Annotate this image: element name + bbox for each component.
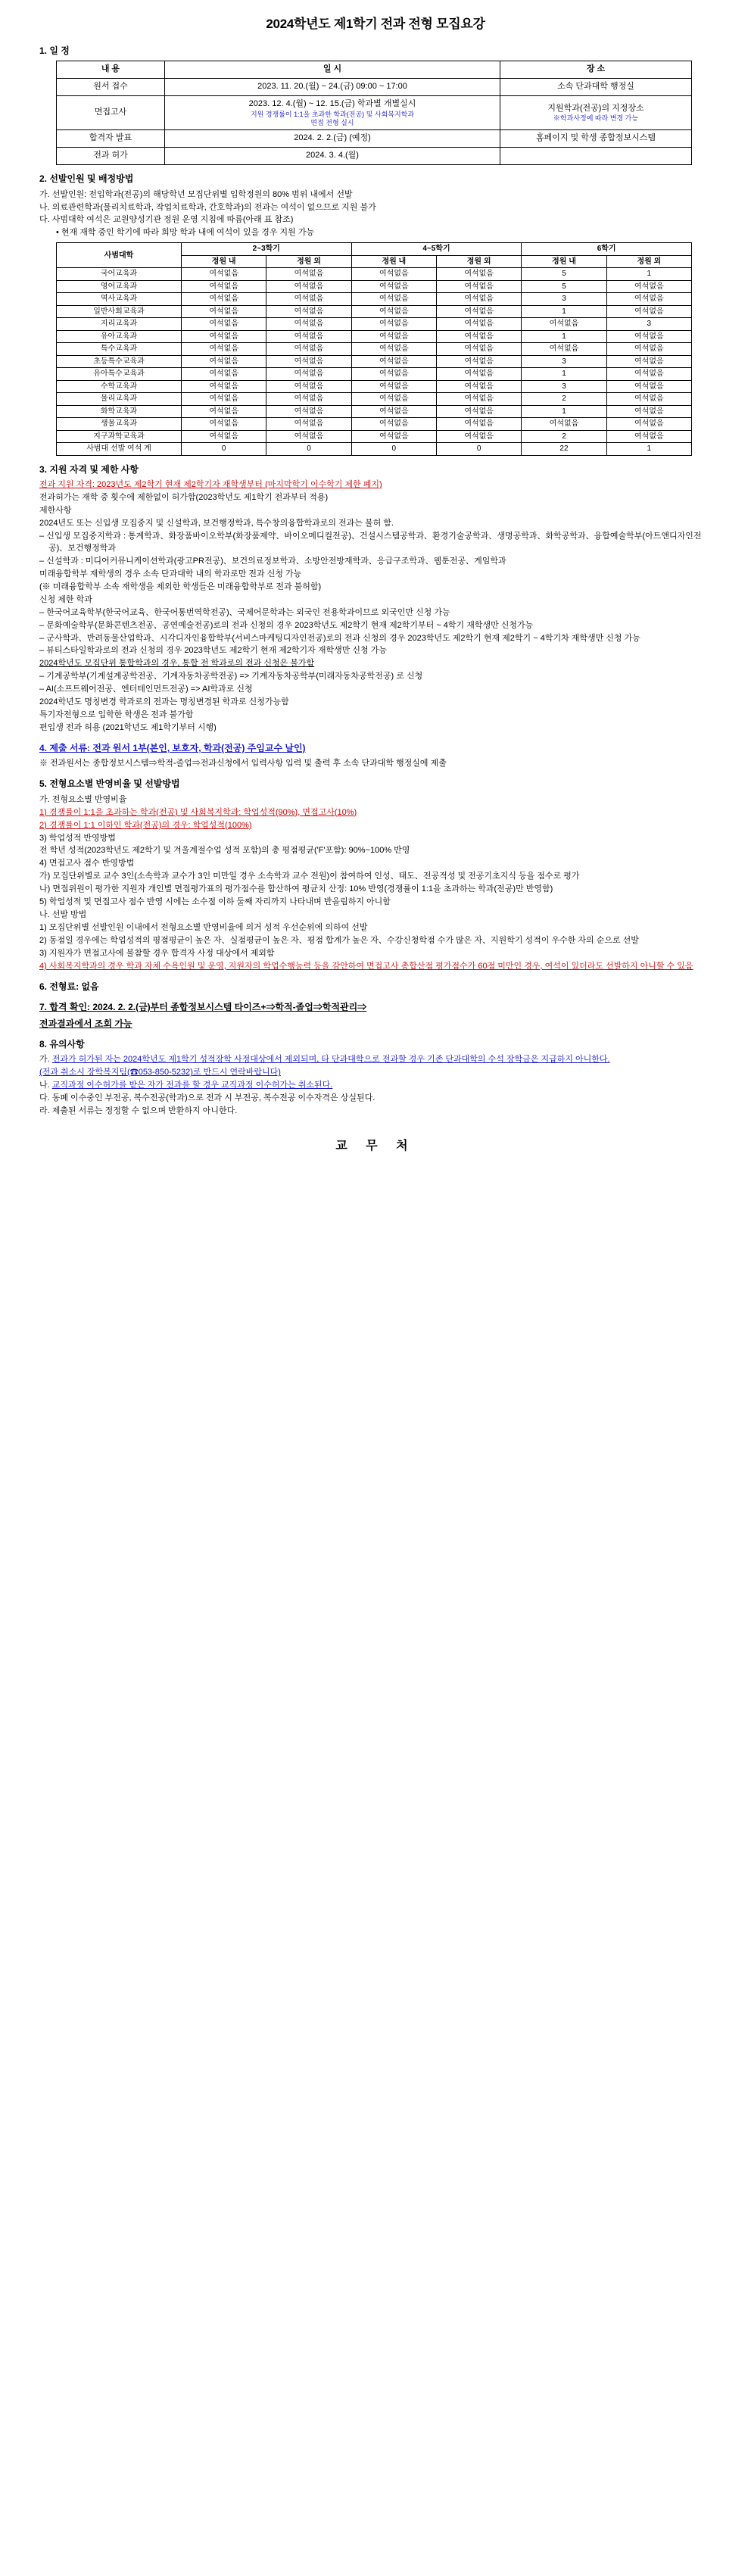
table-total-row (57, 443, 692, 456)
cell: 2 (522, 393, 606, 406)
bullet-dot: • (56, 228, 61, 238)
row-department: 화학교육과 (57, 405, 182, 418)
cell: 3 (522, 380, 606, 393)
section-3-sub-4: 2024학년도 모집단위 통합학과의 경우, 통합 전 학과로의 전과 신청은 불가함 (39, 659, 315, 669)
item-text: 전과가 허가된 자는 2024학년도 제1학기 성적장학 사정대상에서 제외되며, 타 단과대학으로 전과할 경우 기존 단과대학의 수석 장학금은 지급하지 아니한다. (51, 1055, 610, 1065)
section-5-b-item-3: 4) 면접고사 점수 반영방법 (39, 859, 135, 869)
section-8-item-c (39, 1093, 712, 1105)
section-4-note-text: ※ 전과원서는 종합정보시스템⇒학적-졸업⇒전과신청에서 입력사항 입력 및 출력 후 소속 단과대학 행정실에 제출 (39, 759, 447, 769)
row-department: 영어교육과 (57, 280, 182, 293)
row-label: 전과 허가 (57, 148, 165, 165)
table-row (57, 430, 692, 443)
cell: 1 (522, 330, 606, 343)
cell: 여석없음 (351, 305, 436, 318)
section-5-c-item-3: 3) 지원자가 면접고사에 불참할 경우 합격자 사정 대상에서 제외함 (39, 948, 275, 958)
item-text: 교직과정 이수허가를 받은 자가 전과를 할 경우 교직과정 이수허가는 취소된다. (51, 1081, 333, 1090)
cell: 여석없음 (606, 430, 691, 443)
col-subheader-1: 정원 내 (182, 255, 266, 268)
section-2-line-b: 나. 의료관련학과(물리치료학과, 작업치료학과, 간호학과)의 전과는 여석이 없으므로 지원 불가 (39, 202, 376, 212)
cell: 여석없음 (436, 305, 521, 318)
cell: 여석없음 (182, 330, 266, 343)
section-6-heading: 6. 전형료: 없음 (39, 981, 99, 992)
cell: 여석없음 (182, 343, 266, 356)
row-department: 역사교육과 (57, 293, 182, 306)
cell: 여석없음 (606, 343, 691, 356)
section-4-heading: 4. 제출 서류: 전과 원서 1부(본인, 보호자, 학과(전공) 주임교수 날인) (39, 743, 306, 753)
cell: 여석없음 (266, 393, 351, 406)
row-datetime-note2: 면접 전형 실시 (310, 119, 354, 127)
table-header-row (57, 61, 692, 79)
section-3-heading: 3. 지원 자격 및 제한 사항 (39, 463, 139, 475)
section-5-a-heading: 가. 전형요소별 반영비율 (39, 794, 127, 804)
cell: 여석없음 (182, 280, 266, 293)
section-3-sub-dash-4: – 문화예술학부(문화콘텐츠전공、공연예술전공)로의 전과 신청의 경우 2023학년도 제2학기 현재 제2학기부터 ~ 4학기 재학생만 신청가능 (39, 620, 534, 630)
section-5-a-item-1: 1) 경쟁률이 1:1을 초과하는 학과(전공) 및 사회복지학과: 학업성적(90%), 면접고사(10%) (39, 807, 357, 817)
cell: 여석없음 (266, 305, 351, 318)
col-header-group-2: 4~5학기 (351, 243, 522, 256)
cell: 여석없음 (606, 380, 691, 393)
cell: 여석없음 (436, 268, 521, 281)
cell: 2 (522, 430, 606, 443)
table-row (57, 380, 692, 393)
table-row (57, 280, 692, 293)
row-department: 지리교육과 (57, 318, 182, 331)
cell: 여석없음 (266, 430, 351, 443)
cell: 여석없음 (266, 343, 351, 356)
cell: 여석없음 (266, 318, 351, 331)
row-datetime (165, 95, 500, 129)
cell: 여석없음 (182, 355, 266, 368)
cell: 여석없음 (182, 418, 266, 431)
section-3-sub-5: 2024학년도 명칭변경 학과로의 전과는 명칭변경된 학과로 신청가능함 (39, 697, 289, 707)
cell: 여석없음 (351, 318, 436, 331)
col-header-college: 사범대학 (57, 243, 182, 268)
section-3-sub-6: 특기자전형으로 입학한 학생은 전과 불가함 (39, 710, 194, 720)
cell: 여석없음 (351, 268, 436, 281)
row-label: 원서 접수 (57, 78, 165, 95)
cell: 여석없음 (182, 405, 266, 418)
row-datetime-text: 2023. 12. 4.(월) ~ 12. 15.(금) 학과별 개별실시 (248, 98, 416, 108)
table-row (57, 393, 692, 406)
cell: 여석없음 (266, 293, 351, 306)
cell: 여석없음 (436, 430, 521, 443)
cell: 여석없음 (266, 380, 351, 393)
cell: 여석없음 (182, 293, 266, 306)
dash-text: 문화예술학부(문화콘텐츠전공、공연예술전공)로의 전과 신청의 경우 2023학년도 제2학기 현재 제2학기부터 ~ 4학기 재학생만 신청가능 (46, 620, 534, 630)
section-8-item-b (39, 1080, 712, 1092)
row-department: 유아특수교육과 (57, 368, 182, 381)
cell: 3 (606, 318, 691, 331)
item-text: 제출된 서류는 정정할 수 없으며 반환하지 아니한다. (51, 1106, 238, 1116)
row-place (500, 95, 692, 129)
cell: 여석없음 (266, 268, 351, 281)
section-8-heading: 8. 유의사항 (39, 1039, 85, 1050)
table-row (57, 268, 692, 281)
document-footer: 교 무 처 (335, 1140, 416, 1153)
table-row (57, 418, 692, 431)
cell: 여석없음 (606, 280, 691, 293)
section-5-c-item-1: 1) 모집단위별 선발인원 이내에서 전형요소별 반영비율에 의거 성적 우선순위에 의하여 선발 (39, 923, 368, 933)
section-3-item-c: 제한사항 (39, 506, 72, 516)
cell: 여석없음 (436, 293, 521, 306)
page-title: 2024학년도 제1학기 전과 전형 모집요강 (266, 17, 485, 31)
table-row (57, 293, 692, 306)
cell: 여석없음 (436, 380, 521, 393)
total-cell: 0 (351, 443, 436, 456)
section-2-heading: 2. 선발인원 및 배정방법 (39, 173, 134, 185)
cell: 1 (522, 405, 606, 418)
cell: 여석없음 (436, 355, 521, 368)
section-4-note (39, 758, 712, 770)
section-3-sub-dash-8: – AI(소프트웨어전공、엔터테인먼트전공) => AI학과로 신청 (39, 685, 253, 694)
section-3-sub-dash-3: – 한국어교육학부(한국어교육、한국어통번역학전공)、국제어문학과는 외국인 전용학과이므로 외국인만 신청 가능 (39, 607, 450, 617)
item-mark: 나. (39, 1081, 50, 1090)
cell: 3 (522, 355, 606, 368)
col-header-place: 장 소 (500, 61, 692, 79)
cell: 여석없음 (351, 330, 436, 343)
row-datetime: 2024. 2. 2.(금) (예정) (165, 130, 500, 148)
cell: 여석없음 (182, 318, 266, 331)
cell: 여석없음 (266, 418, 351, 431)
table-row (57, 330, 692, 343)
cell: 여석없음 (351, 418, 436, 431)
cell: 여석없음 (182, 380, 266, 393)
item-text: 동폐 이수중인 부전공, 복수전공(학과)으로 전과 시 부전공, 복수전공 이수자격은 상실된다. (51, 1093, 376, 1103)
section-7-heading: 7. 합격 확인: 2024. 2. 2.(금)부터 종합정보시스템 타이즈+⇒학적-졸업⇒학적관리⇒ (39, 1002, 367, 1013)
section-3-sub-paren: (※ 미래융합학부 소속 재학생을 제외한 학생들은 미래융합학부로 전과 불허함) (39, 582, 322, 591)
section-1-heading: 1. 일 정 (39, 45, 70, 56)
cell: 여석없음 (182, 305, 266, 318)
row-place-note: ※학과사정에 따라 변경 가능 (553, 114, 639, 123)
total-cell: 0 (266, 443, 351, 456)
cell: 여석없음 (606, 393, 691, 406)
table-header-row (57, 243, 692, 256)
row-place-text: 지원학과(전공)의 지정장소 (547, 103, 644, 113)
col-header-content: 내 용 (57, 61, 165, 79)
cell: 여석없음 (606, 405, 691, 418)
col-header-group-1: 2~3학기 (182, 243, 352, 256)
col-subheader-2: 정원 외 (266, 255, 351, 268)
cell: 여석없음 (266, 368, 351, 381)
cell: 3 (522, 293, 606, 306)
table-row (57, 343, 692, 356)
cell: 여석없음 (436, 343, 521, 356)
section-3-sub-dash-6: – 뷰티스타일학과로의 전과 신청의 경우 2023학년도 제2학기 현재 제2학기자 재학생만 신청 가능 (39, 646, 387, 656)
cell: 여석없음 (436, 330, 521, 343)
row-datetime: 2024. 3. 4.(월) (165, 148, 500, 165)
cell: 여석없음 (606, 418, 691, 431)
section-5-b-item-5: 나) 면접위원이 평가한 지원자 개인별 면접평가표의 평가점수를 합산하여 평균치 산정: 10% 반영(경쟁률이 1:1을 초과하는 학과(전공)만 반영함) (39, 884, 553, 894)
cell: 1 (522, 305, 606, 318)
cell: 여석없음 (182, 393, 266, 406)
section-3-sub-1: 2024년도 또는 신입생 모집중지 및 신설학과, 보건행정학과, 특수창의융합학과로의 전과는 불허 함. (39, 519, 394, 529)
section-5-c-item-2: 2) 동점일 경우에는 학업성적의 평점평균이 높은 자、실점평균이 높은 자、평점 합계가 높은 자、수강신청학점 수가 많은 자、지원학기 성적이 우수한 자의 순으로 선발 (39, 936, 639, 946)
section-3-item-a: 전과 지원 자격: 2023년도 제2학기 현재 제2학기자 재학생부터 (마지막학기 이수학기 제한 폐지) (39, 480, 382, 490)
cell: 여석없음 (182, 268, 266, 281)
cell: 여석없음 (266, 280, 351, 293)
cell: 1 (606, 268, 691, 281)
col-subheader-3: 정원 내 (351, 255, 436, 268)
cell: 여석없음 (351, 355, 436, 368)
dash-text: 신입생 모집중지학과 : 통계학과、화장품바이오학부(화장품제약、바이오메디컬전공)、건설시스템공학과、환경기술공학과、생명공학과、화학공학과、융합예술학부(아트앤디자인전공)、보건행정학과 (46, 532, 702, 553)
cell: 여석없음 (606, 330, 691, 343)
row-datetime: 2023. 11. 20.(월) ~ 24.(금) 09:00 ~ 17:00 (165, 78, 500, 95)
row-place (500, 148, 692, 165)
table-row (57, 368, 692, 381)
section-5-b-heading: 나. 선발 방법 (39, 910, 87, 920)
row-department: 생물교육과 (57, 418, 182, 431)
section-5-b-item-1: 3) 학업성적 반영방법 (39, 833, 116, 843)
cell: 여석없음 (606, 293, 691, 306)
cell: 여석없음 (351, 393, 436, 406)
cell: 여석없음 (522, 318, 606, 331)
col-header-group-3: 6학기 (522, 243, 692, 256)
row-department: 초등특수교육과 (57, 355, 182, 368)
section-2-line-c: 다. 사범대학 여석은 교원양성기관 정원 운영 지침에 따름(아래 표 참조) (39, 215, 294, 225)
schedule-table (56, 61, 692, 165)
section-5-heading: 5. 전형요소별 반영비율 및 선발방법 (39, 778, 180, 790)
section-2-line-a: 가. 선발인원: 전입학과(전공)의 해당학년 모집단위별 입학정원의 80% 범위 내에서 선발 (39, 189, 353, 199)
row-datetime-note1: 지원 경쟁률이 1:1을 초과한 학과(전공) 및 사회복지학과 (250, 110, 415, 118)
cell: 여석없음 (351, 280, 436, 293)
section-3-sub-3: 신청 제한 학과 (39, 594, 92, 604)
quota-table (56, 242, 692, 456)
cell: 여석없음 (182, 430, 266, 443)
col-subheader-5: 정원 내 (522, 255, 606, 268)
item-mark: 가. (39, 1055, 50, 1065)
row-department: 유아교육과 (57, 330, 182, 343)
cell: 여석없음 (522, 343, 606, 356)
bullet-text: 현재 재학 중인 학기에 따라 희망 학과 내에 여석이 있을 경우 지원 가능 (61, 228, 315, 238)
total-cell: 1 (606, 443, 691, 456)
table-row (57, 78, 692, 95)
cell: 여석없음 (436, 405, 521, 418)
section-8-item-a-sub: (전과 취소시 장학복지팀(☎053-850-5232)로 반드시 연락바랍니다) (39, 1068, 281, 1077)
table-row (57, 95, 692, 129)
cell: 5 (522, 280, 606, 293)
table-row (57, 130, 692, 148)
cell: 여석없음 (351, 405, 436, 418)
cell: 여석없음 (351, 380, 436, 393)
col-subheader-6: 정원 외 (606, 255, 691, 268)
section-5-a-item-2: 2) 경쟁률이 1:1 이하인 학과(전공)의 경우: 학업성적(100%) (39, 820, 252, 830)
section-2-bullet (56, 227, 712, 239)
cell: 여석없음 (522, 418, 606, 431)
cell: 여석없음 (436, 393, 521, 406)
section-3-sub-dash-5: – 군사학과、반려동물산업학과、시각디자인융합학부(서비스마케팅디자인전공)로의 전과 신청의 경우 2023학년도 제2학기 현재 제2학기 ~ 4학기차 재학생만 신청 가능 (39, 633, 640, 643)
dash-text: 한국어교육학부(한국어교육、한국어통번역학전공)、국제어문학과는 외국인 전용학과이므로 외국인만 신청 가능 (46, 607, 450, 617)
row-label: 합격자 발표 (57, 130, 165, 148)
section-5-b-item-2: 전 학년 성적(2023학년도 제2학기 및 겨울계절수업 성적 포함)의 총 평점평균('F'포함): 90%~100% 반영 (39, 846, 410, 856)
section-3-item-b: 전과허가는 재학 중 횟수에 제한없이 허가함(2023학년도 제1학기 전과부터 적용) (39, 493, 329, 503)
table-row (57, 305, 692, 318)
cell: 여석없음 (351, 343, 436, 356)
section-3-sub-7: 편입생 전과 허용 (2021학년도 제1학기부터 시행) (39, 723, 217, 733)
cell: 5 (522, 268, 606, 281)
total-cell: 22 (522, 443, 606, 456)
section-7-heading-line2: 전과결과에서 조회 가능 (39, 1018, 132, 1029)
row-label: 면접고사 (57, 95, 165, 129)
section-3-sub-2: 미래융합학부 재학생의 경우 소속 단과대학 내의 학과로만 전과 신청 가능 (39, 569, 302, 579)
cell: 여석없음 (436, 418, 521, 431)
cell: 여석없음 (351, 293, 436, 306)
item-mark: 다. (39, 1093, 50, 1103)
section-5-c-item-4: 4) 사회복지학과의 경우 학과 자체 수욕인원 및 운영, 지원자의 학업수행능력 등을 감안하여 면접고사 총합산점 평가점수가 60점 미만인 경우, 여석이 있더라도 선발하지 아니할 수 있음 (39, 961, 693, 971)
cell: 여석없음 (436, 368, 521, 381)
row-department: 일반사회교육과 (57, 305, 182, 318)
col-header-datetime: 일 시 (165, 61, 500, 79)
section-3-sub-dash-1: – 신입생 모집중지학과 : 통계학과、화장품바이오학부(화장품제약、바이오메디컬전공)、건설시스템공학과、환경기술공학과、생명공학과、화학공학과、융합예술학부(아트앤디자인전공)、보건행정학과 (39, 532, 702, 553)
cell: 여석없음 (266, 330, 351, 343)
cell: 여석없음 (266, 405, 351, 418)
row-department: 물리교육과 (57, 393, 182, 406)
dash-text: AI(소프트웨어전공、엔터테인먼트전공) => AI학과로 신청 (45, 685, 253, 694)
cell: 여석없음 (351, 368, 436, 381)
row-department: 국어교육과 (57, 268, 182, 281)
cell: 여석없음 (606, 355, 691, 368)
total-label: 사범대 선발 여석 계 (57, 443, 182, 456)
total-cell: 0 (436, 443, 521, 456)
cell: 여석없음 (351, 430, 436, 443)
section-8-item-a (39, 1054, 712, 1066)
row-place: 홈페이지 및 학생 종합정보시스템 (500, 130, 692, 148)
cell: 여석없음 (436, 318, 521, 331)
total-cell: 0 (182, 443, 266, 456)
row-department: 지구과학교육과 (57, 430, 182, 443)
section-5-b-item-4: 가) 모집단위별로 교수 3인(소속학과 교수가 3인 미만일 경우 소속학과 교수 전원)이 참여하여 인성、태도、전공적성 및 전공기초지식 등을 점수로 평가 (39, 872, 580, 881)
col-subheader-4: 정원 외 (436, 255, 521, 268)
dash-text: 기계공학부(기계설계공학전공、기계자동차공학전공) => 기계자동차공학부(미래자동차공학전공) 로 신청 (46, 672, 423, 681)
cell: 1 (522, 368, 606, 381)
dash-text: 신설학과 : 미디어커뮤니케이션학과(광고PR전공)、보건의료정보학과、소방안전방재학과、응급구조학과、웹툰전공、게임학과 (46, 556, 506, 566)
table-row (57, 318, 692, 331)
table-row (57, 355, 692, 368)
row-department: 수학교육과 (57, 380, 182, 393)
cell: 여석없음 (182, 368, 266, 381)
row-department: 특수교육과 (57, 343, 182, 356)
section-8-item-d (39, 1106, 712, 1118)
cell: 여석없음 (266, 355, 351, 368)
table-row (57, 405, 692, 418)
section-3-sub-dash-7: – 기계공학부(기계설계공학전공、기계자동차공학전공) => 기계자동차공학부(미래자동차공학전공) 로 신청 (39, 672, 423, 681)
item-mark: 라. (39, 1106, 50, 1116)
section-5-b-item-6: 5) 학업성적 및 면접고사 점수 반영 시에는 소수점 이하 둘째 자리까지 나타내며 반올림하지 아니함 (39, 897, 391, 907)
table-row (57, 148, 692, 165)
cell: 여석없음 (606, 305, 691, 318)
dash-text: 군사학과、반려동물산업학과、시각디자인융합학부(서비스마케팅디자인전공)로의 전과 신청의 경우 2023학년도 제2학기 현재 제2학기 ~ 4학기차 재학생만 신청 가능 (46, 633, 640, 643)
row-place: 소속 단과대학 행정실 (500, 78, 692, 95)
document-page (0, 0, 751, 1177)
section-3-sub-dash-2: – 신설학과 : 미디어커뮤니케이션학과(광고PR전공)、보건의료정보학과、소방안전방재학과、응급구조학과、웹툰전공、게임학과 (39, 556, 506, 566)
cell: 여석없음 (436, 280, 521, 293)
cell: 여석없음 (606, 368, 691, 381)
dash-text: 뷰티스타일학과로의 전과 신청의 경우 2023학년도 제2학기 현재 제2학기자 재학생만 신청 가능 (46, 646, 387, 656)
